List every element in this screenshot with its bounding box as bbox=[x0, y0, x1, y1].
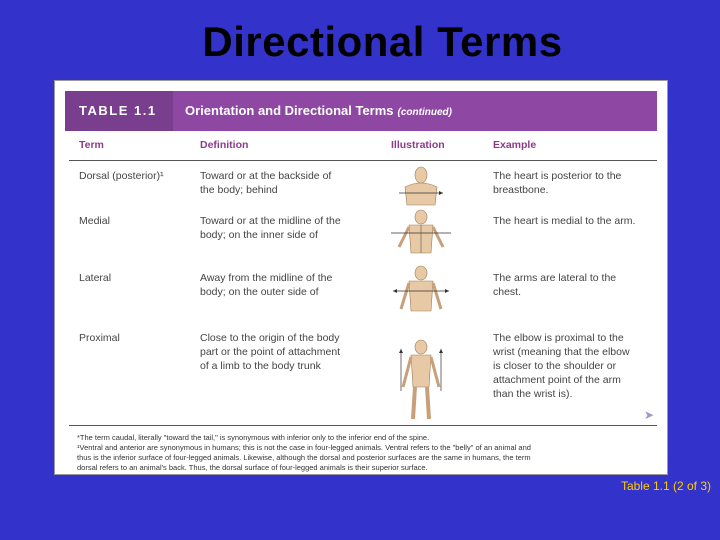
table-title bbox=[173, 91, 657, 131]
row-lateral-example: The arms are lateral to the chest. bbox=[493, 272, 617, 298]
row-dorsal-example: The heart is posterior to the breastbone. bbox=[493, 170, 622, 196]
row-proximal-term: Proximal bbox=[79, 332, 120, 344]
footnote-rule bbox=[69, 425, 657, 426]
continue-arrow-icon: ➤ bbox=[644, 408, 655, 422]
dorsal-illustration bbox=[391, 165, 451, 207]
table-title-text: Orientation and Directional Terms bbox=[185, 103, 394, 118]
row-medial-example: The heart is medial to the arm. bbox=[493, 215, 636, 227]
row-proximal-definition: Close to the origin of the body part or the point of attachment of a limb to the body trunk bbox=[200, 332, 341, 372]
column-header-illustration: Illustration bbox=[391, 139, 445, 151]
row-lateral-definition: Away from the midline of the body; on the outer side of bbox=[200, 272, 333, 298]
table-header bbox=[65, 91, 657, 131]
row-proximal-example: The elbow is proximal to the wrist (meaning that the elbow is closer to the shoulder or attachment point of the arm than the wrist is). bbox=[493, 332, 630, 400]
column-header-definition: Definition bbox=[200, 139, 249, 151]
row-medial-term: Medial bbox=[79, 215, 110, 227]
proximal-illustration bbox=[395, 339, 447, 423]
row-lateral-term: Lateral bbox=[79, 272, 112, 284]
row-dorsal-definition: Toward or at the backside of the body; behind bbox=[200, 170, 332, 196]
lateral-illustration bbox=[391, 265, 451, 313]
row-dorsal-term: Dorsal (posterior)¹ bbox=[79, 170, 164, 182]
table-title-suffix: (continued) bbox=[397, 107, 452, 118]
slide-title: Directional Terms bbox=[202, 18, 563, 65]
medial-illustration bbox=[391, 209, 451, 255]
table-label: TABLE 1.1 bbox=[65, 91, 173, 131]
column-header-term: Term bbox=[79, 139, 104, 151]
header-rule bbox=[69, 160, 657, 161]
row-medial-definition: Toward or at the midline of the body; on the inner side of bbox=[200, 215, 341, 241]
table-footnotes: *The term caudal, literally "toward the tail," is synonymous with inferior only to the inferior end of the spine. ¹Ventral and anterior are synonymous in humans; this is not the case in four-legged animals. Ventral refers to the "belly" of an animal and thus is the inferior surface of four-legged animals. Likewise, although the dorsal and posterior surfaces are the same in humans, the term dorsal refers to an animal's back. Thus, the dorsal surface of four-legged animals is their superior surface. bbox=[77, 433, 531, 472]
column-header-example: Example bbox=[493, 139, 537, 151]
table-caption: Table 1.1 (2 of 3) bbox=[620, 479, 711, 493]
table-figure bbox=[54, 80, 668, 475]
